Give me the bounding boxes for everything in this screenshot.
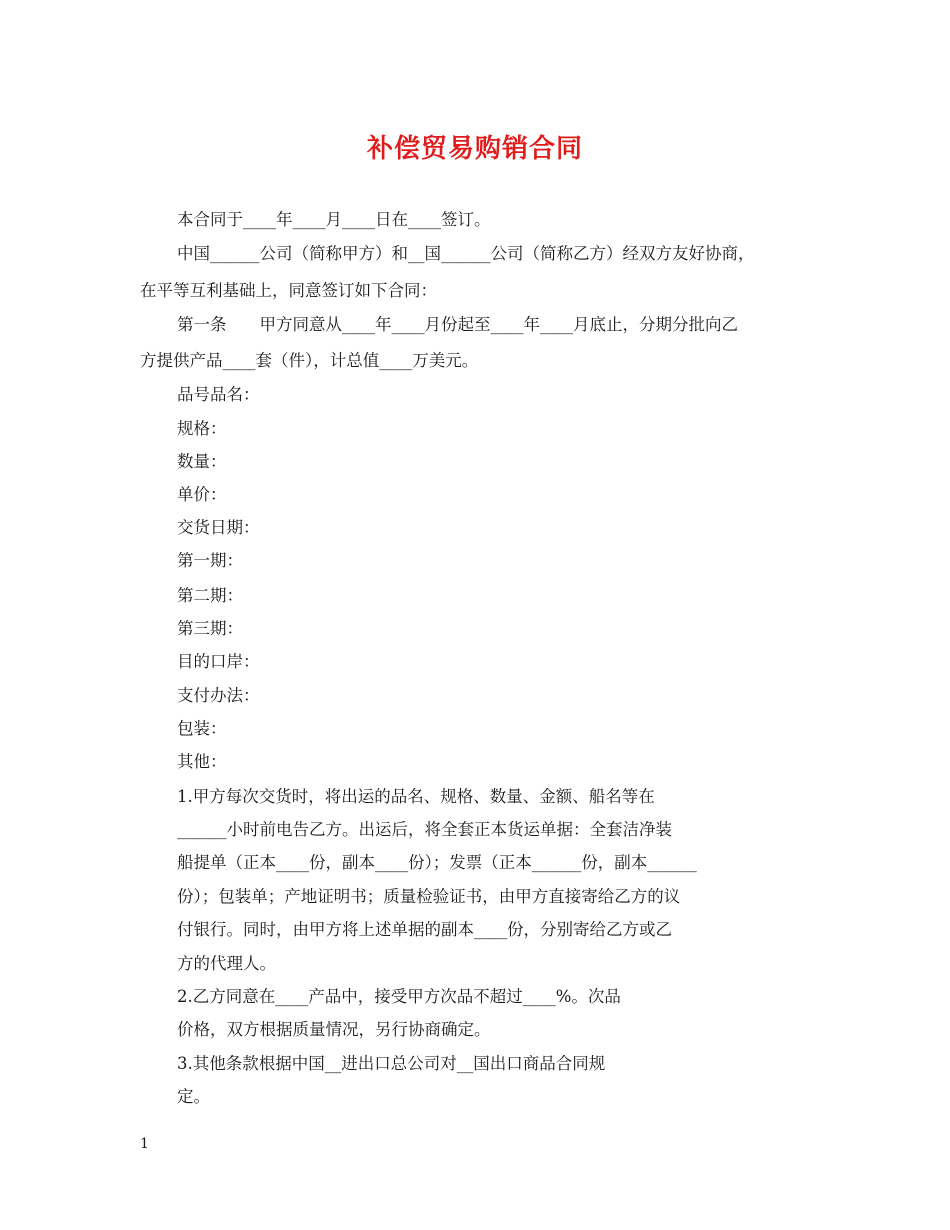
field-label: 包装： (177, 719, 227, 738)
field-label: 数量： (177, 452, 227, 471)
paragraph-line: 本合同于____年____月____日在____签订。 (177, 210, 491, 229)
clause-line: 付银行。同时，由甲方将上述单据的副本____份，分别寄给乙方或乙 (177, 920, 672, 939)
field-label: 第一期： (177, 551, 243, 570)
clause-line: 方的代理人。 (177, 954, 276, 973)
field-label: 目的口岸： (177, 652, 260, 671)
paragraph-line: 方提供产品____套（件），计总值____万美元。 (140, 351, 479, 370)
field-label: 第三期： (177, 619, 243, 638)
field-label: 第二期： (177, 586, 243, 605)
clause-line: 定。 (177, 1087, 210, 1106)
clause-line: ______小时前电告乙方。出运后，将全套正本货运单据：全套洁净装 (177, 820, 672, 839)
field-label: 其他： (177, 752, 227, 771)
clause-line: 1.甲方每次交货时，将出运的品名、规格、数量、金额、船名等在 (177, 787, 655, 806)
clause-line: 份）；包装单；产地证明书；质量检验证书，由甲方直接寄给乙方的议 (177, 887, 681, 906)
paragraph-line: 中国______公司（简称甲方）和__国______公司（简称乙方）经双方友好协商， (177, 244, 755, 263)
paragraph-line: 在平等互利基础上，同意签订如下合同： (140, 281, 437, 300)
field-label: 规格： (177, 419, 227, 438)
paragraph-line: 第一条 甲方同意从____年____月份起至____年____月底止，分期分批向乙 (177, 315, 738, 334)
document-title: 补偿贸易购销合同 (366, 134, 583, 164)
field-label: 交货日期： (177, 518, 260, 537)
clause-line: 船提单（正本____份，副本____份）；发票（正本______份，副本______ (177, 853, 697, 872)
clause-line: 2.乙方同意在____产品中，接受甲方次品不超过____%。次品 (177, 987, 621, 1006)
field-label: 单价： (177, 485, 227, 504)
clause-line: 价格，双方根据质量情况，另行协商确定。 (177, 1020, 491, 1039)
clause-line: 3.其他条款根据中国__进出口总公司对__国出口商品合同规 (177, 1054, 606, 1073)
field-label: 品号品名： (177, 385, 260, 404)
page-number: 1 (140, 1136, 149, 1152)
field-label: 支付办法： (177, 686, 260, 705)
